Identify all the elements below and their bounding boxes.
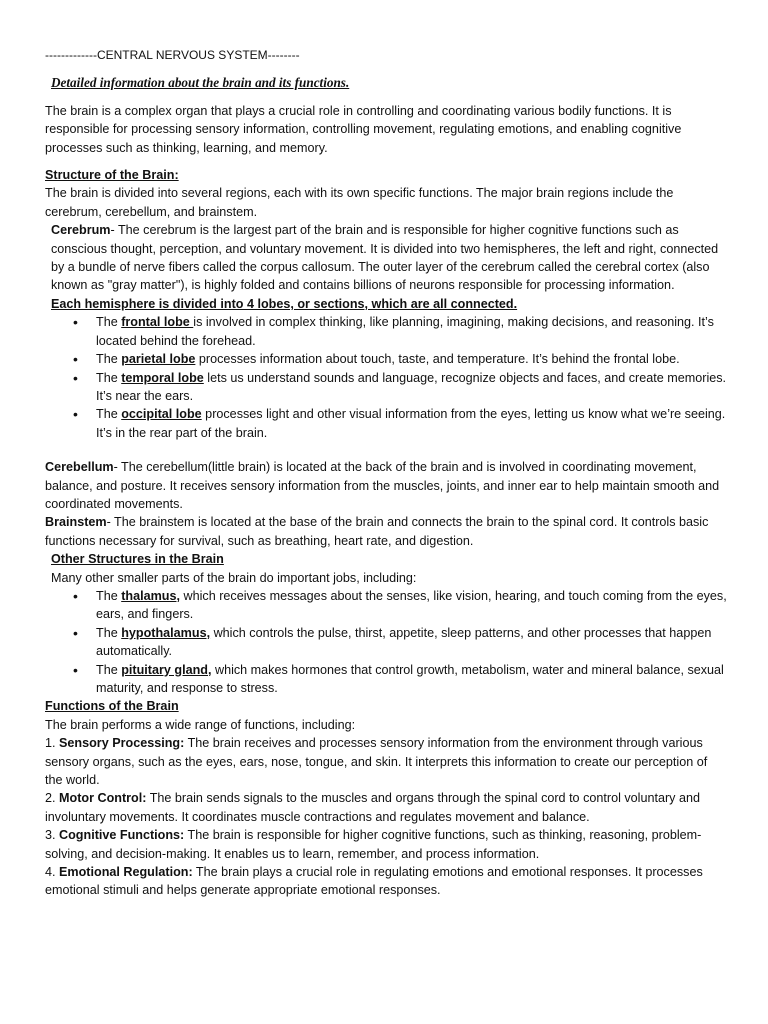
other-structures-intro: Many other smaller parts of the brain do important jobs, including: [51,570,417,585]
brainstem-paragraph [45,513,728,550]
lobes-heading: Each hemisphere is divided into 4 lobes, or sections, which are all connected. [51,296,518,311]
intro-paragraph: The brain is a complex organ that plays a crucial role in controlling and coordinating various bodily functions. It is responsible for processing sensory information, controlling movement, regulating emotions, and enabling cognitive processes such as thinking, learning, and memory. [45,103,682,155]
list-item-prefix: The [96,352,122,367]
parietal-lobe-term: parietal lobe [121,352,196,367]
list-item [96,661,728,698]
list-item-text: processes information about touch, taste, and temperature. It’s behind the frontal lobe. [195,352,680,367]
list-item-text: processes light and other visual information from the eyes, letting us know what we’re seeing. It’s in the rear part of the brain. [96,407,726,440]
structure-overview: The brain is divided into several regions, each with its own specific functions. The major brain regions include the cerebrum, cerebellum, and brainstem. [45,186,674,219]
pituitary-gland-term: pituitary gland, [121,662,212,677]
function-item-emotional [45,863,728,900]
spacer [45,442,728,458]
list-item [96,350,728,368]
hypothalamus-term: hypothalamus, [121,625,211,640]
list-item-prefix: The [96,370,122,385]
document-subtitle: Detailed information about the brain and its functions. [51,75,350,91]
cerebrum-text: - The cerebrum is the largest part of the brain and is responsible for higher cognitive functions such as conscious thought, perception, and voluntary movement. It is divided into two hemispheres, the left and right, connected by a bundle of nerve fibers called the corpus callosum. The outer layer of the cerebrum called the cerebral cortex (also known as "gray matter"), is highly folded and contains billions of neurons responsible for processing information. [51,223,719,293]
function-term: Sensory Processing: [59,736,185,751]
cerebellum-text: - The cerebellum(little brain) is located at the back of the brain and is involved in coordinating movement, balance, and posture. It receives sensory information from the muscles, joints, and inner ear to help maintain smooth and coordinated movements. [45,460,720,511]
list-item-text: which controls the pulse, thirst, appetite, sleep patterns, and other processes that happen automatically. [96,625,712,659]
list-item-prefix: The [96,625,122,640]
list-item-text: which receives messages about the senses, like vision, hearing, and touch coming from the eyes, ears, and fingers. [96,588,727,622]
function-item-motor [45,789,728,826]
cerebellum-term: Cerebellum [45,460,114,475]
function-text: The brain is responsible for higher cognitive functions, such as thinking, reasoning, problem-solving, and decision-making. It enables us to learn, remember, and process information. [45,828,702,861]
function-text: The brain sends signals to the muscles and organs through the spinal cord to control voluntary and involuntary movements. It coordinates muscle contractions and regulates movement and balance. [45,791,700,824]
functions-intro: The brain performs a wide range of functions, including: [45,717,356,732]
list-item-prefix: The [96,588,122,603]
lobes-list [45,313,728,442]
function-text: The brain receives and processes sensory information from the environment through various sensory organs, such as the eyes, ears, nose, tongue, and skin. It interprets this information to create our perception of the world. [45,736,708,788]
function-item-sensory [45,734,728,789]
temporal-lobe-term: temporal lobe [121,370,204,385]
function-term: Cognitive Functions: [59,828,185,843]
thalamus-term: thalamus, [121,588,180,603]
list-item-prefix: The [96,662,122,677]
list-item-prefix: The [96,407,122,422]
document-header: -------------CENTRAL NERVOUS SYSTEM-------- [45,48,300,62]
structure-heading: Structure of the Brain: [45,168,179,183]
list-item [96,405,728,442]
list-item-text: lets us understand sounds and language, recognize objects and faces, and create memories. It’s near the ears. [96,370,727,403]
frontal-lobe-term: frontal lobe [121,315,194,330]
function-number: 2. [45,791,60,806]
functions-heading: Functions of the Brain [45,699,179,714]
cerebrum-term: Cerebrum [51,223,111,238]
function-item-cognitive [45,826,728,863]
list-item [96,313,728,350]
occipital-lobe-term: occipital lobe [121,407,202,422]
other-structures-heading: Other Structures in the Brain [51,552,224,567]
function-term: Emotional Regulation: [59,865,193,880]
list-item [96,369,728,406]
function-number: 1. [45,736,60,751]
list-item-text: is involved in complex thinking, like planning, imagining, making decisions, and reasoning. It’s located behind the forehead. [96,315,714,348]
brainstem-term: Brainstem [45,515,107,530]
other-structures-list [45,587,728,697]
function-text: The brain plays a crucial role in regulating emotions and emotional responses. It processes emotional stimuli and helps generate appropriate emotional responses. [45,865,703,898]
function-term: Motor Control: [59,791,147,806]
list-item [96,624,728,661]
function-number: 3. [45,828,60,843]
list-item-prefix: The [96,315,122,330]
list-item [96,587,728,624]
cerebrum-paragraph [45,221,728,295]
cerebellum-paragraph [45,458,728,513]
list-item-text: which makes hormones that control growth, metabolism, water and mineral balance, sexual maturity, and response to stress. [96,662,724,695]
brainstem-text: - The brainstem is located at the base of the brain and connects the brain to the spinal cord. It controls basic functions necessary for survival, such as breathing, heart rate, and digestion. [45,515,709,548]
function-number: 4. [45,865,60,880]
